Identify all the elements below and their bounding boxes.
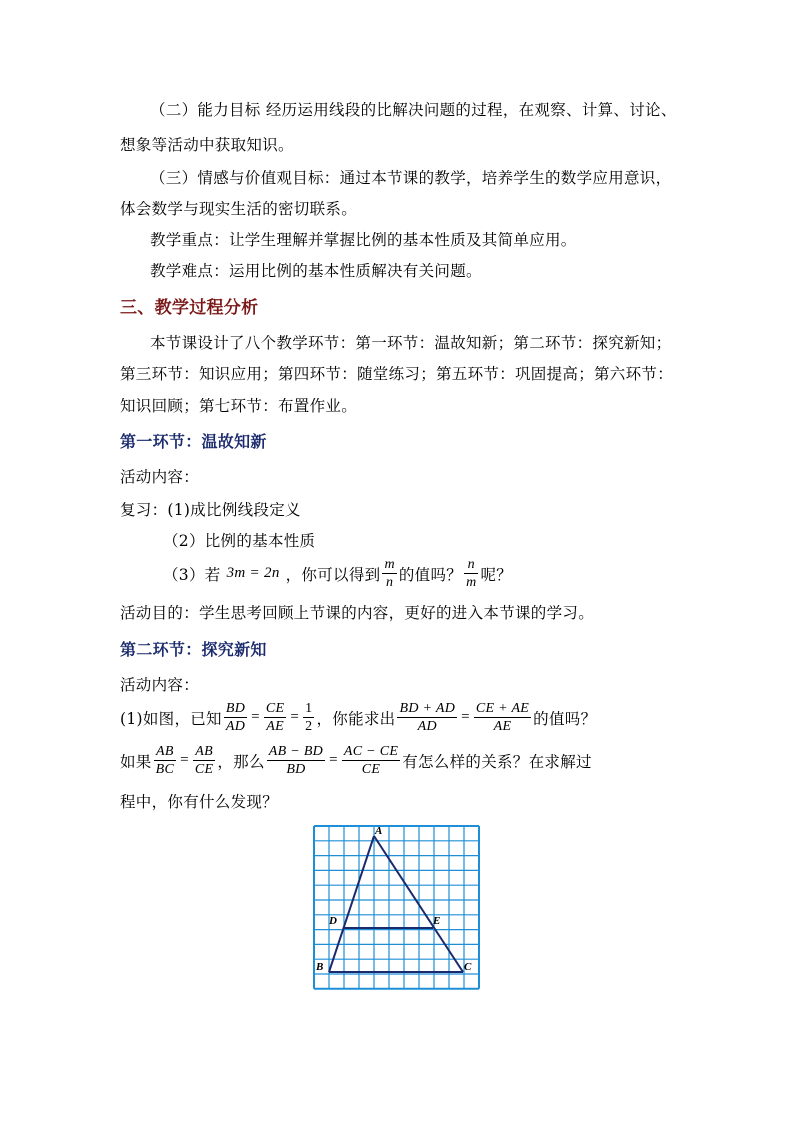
section-3-text-1: 本节课设计了八个教学环节：第一环节：温故知新；第二环节：探究新知； <box>150 334 672 352</box>
fraction-numerator: BD <box>225 701 246 716</box>
equals-sign: = <box>180 752 189 768</box>
fraction-ab-minus-bd-over-bd <box>267 743 325 778</box>
equals-sign: = <box>251 709 260 725</box>
review-3-mid: ，你可以得到 <box>285 565 381 584</box>
fraction-numerator: BD + AD <box>399 701 456 716</box>
fraction-ac-minus-ce-over-ce <box>342 743 400 778</box>
review-3-prefix: （3）若 <box>163 565 221 584</box>
q2-end: 有怎么样的关系？在求解过 <box>402 752 592 771</box>
fraction-numerator: CE <box>265 701 285 716</box>
fraction-denominator: BD <box>286 762 306 777</box>
question-1 <box>120 700 596 735</box>
fraction-denominator: 2 <box>305 719 313 734</box>
review-3-end: 呢？ <box>480 565 513 584</box>
fraction-denominator: BC <box>155 762 175 777</box>
equals-sign: = <box>329 752 338 768</box>
equals-sign: = <box>461 709 470 725</box>
triangle-grid-figure <box>312 824 482 992</box>
emotion-goal-line-1: （三）情感与价值观目标：通过本节课的教学，培养学生的数学应用意识， <box>150 169 672 187</box>
segment-ab <box>329 836 374 972</box>
q2-prefix: 如果 <box>120 752 152 771</box>
question-2 <box>120 743 592 778</box>
ability-goal-line-2: 想象等活动中获取知识。 <box>120 136 294 154</box>
fraction-m-over-n <box>382 556 396 591</box>
label-c: C <box>464 961 472 973</box>
fraction-bd-over-ad <box>224 700 247 735</box>
label-d: D <box>329 915 337 927</box>
step-1-purpose: 活动目的：学生思考回顾上节课的内容，更好的进入本节课的学习。 <box>120 604 595 622</box>
fraction-numerator: CE + AE <box>475 701 530 716</box>
review-3-mid2: 的值吗？ <box>398 565 463 584</box>
fraction-denominator: n <box>385 575 394 590</box>
grid-lines <box>314 826 479 989</box>
fraction-numerator: m <box>384 557 395 572</box>
section-3-text-3: 知识回顾；第七环节：布置作业。 <box>120 397 358 415</box>
fraction-numerator: AC − CE <box>343 744 399 759</box>
equals-sign: = <box>290 709 300 725</box>
fraction-one-half <box>303 700 314 735</box>
fraction-denominator: CE <box>194 762 214 777</box>
fraction-numerator: AB <box>154 743 177 761</box>
difficulty: 教学难点：运用比例的基本性质解决有关问题。 <box>150 262 482 280</box>
fraction-denominator: AD <box>225 719 246 734</box>
review-item-2: （2）比例的基本性质 <box>163 532 316 550</box>
q2-mid: ，那么 <box>217 752 265 771</box>
section-3-title: 三、教学过程分析 <box>120 298 259 318</box>
step-2-activity-label: 活动内容： <box>120 676 200 694</box>
triangle-lines <box>329 836 463 972</box>
emotion-goal-line-2: 体会数学与现实生活的密切联系。 <box>120 200 358 218</box>
q1-mid: ，你能求出 <box>316 709 396 728</box>
fraction-numerator: AB <box>193 743 216 761</box>
fraction-ce-plus-ae-over-ae <box>474 700 531 735</box>
q1-prefix: (1)如图，已知 <box>120 709 222 728</box>
review-item-1: 复习：(1)成比例线段定义 <box>120 501 301 519</box>
fraction-n-over-m <box>464 556 478 591</box>
review-item-3 <box>163 556 512 591</box>
step-1-activity-label: 活动内容： <box>120 468 200 486</box>
fraction-ab-over-bc <box>154 743 177 778</box>
fraction-denominator: m <box>466 575 477 590</box>
fraction-numerator: 1 <box>305 701 313 716</box>
fraction-bd-plus-ad-over-ad <box>397 700 457 735</box>
fraction-denominator: AD <box>417 719 437 734</box>
step-2-title: 第二环节：探究新知 <box>120 640 267 659</box>
label-e: E <box>433 915 441 927</box>
equation-3m-2n: 3m = 2n <box>226 565 280 581</box>
step-1-title: 第一环节：温故知新 <box>120 432 267 451</box>
fraction-denominator: AE <box>493 719 512 734</box>
fraction-ab-over-ce <box>193 743 216 778</box>
fraction-denominator: AE <box>266 719 284 734</box>
question-2-line-2: 程中，你有什么发现？ <box>120 793 279 811</box>
key-point: 教学重点：让学生理解并掌握比例的基本性质及其简单应用。 <box>150 231 577 249</box>
fraction-numerator: n <box>464 556 478 574</box>
label-b: B <box>316 961 324 973</box>
fraction-ce-over-ae <box>264 700 287 735</box>
label-a: A <box>375 825 383 837</box>
fraction-numerator: AB − BD <box>268 744 324 759</box>
q1-end: 的值吗？ <box>533 709 597 728</box>
ability-goal-line-1: （二）能力目标 经历运用线段的比解决问题的过程，在观察、计算、讨论、 <box>150 101 677 119</box>
fraction-denominator: CE <box>361 762 381 777</box>
section-3-text-2: 第三环节：知识应用；第四环节：随堂练习；第五环节：巩固提高；第六环节： <box>120 365 674 383</box>
